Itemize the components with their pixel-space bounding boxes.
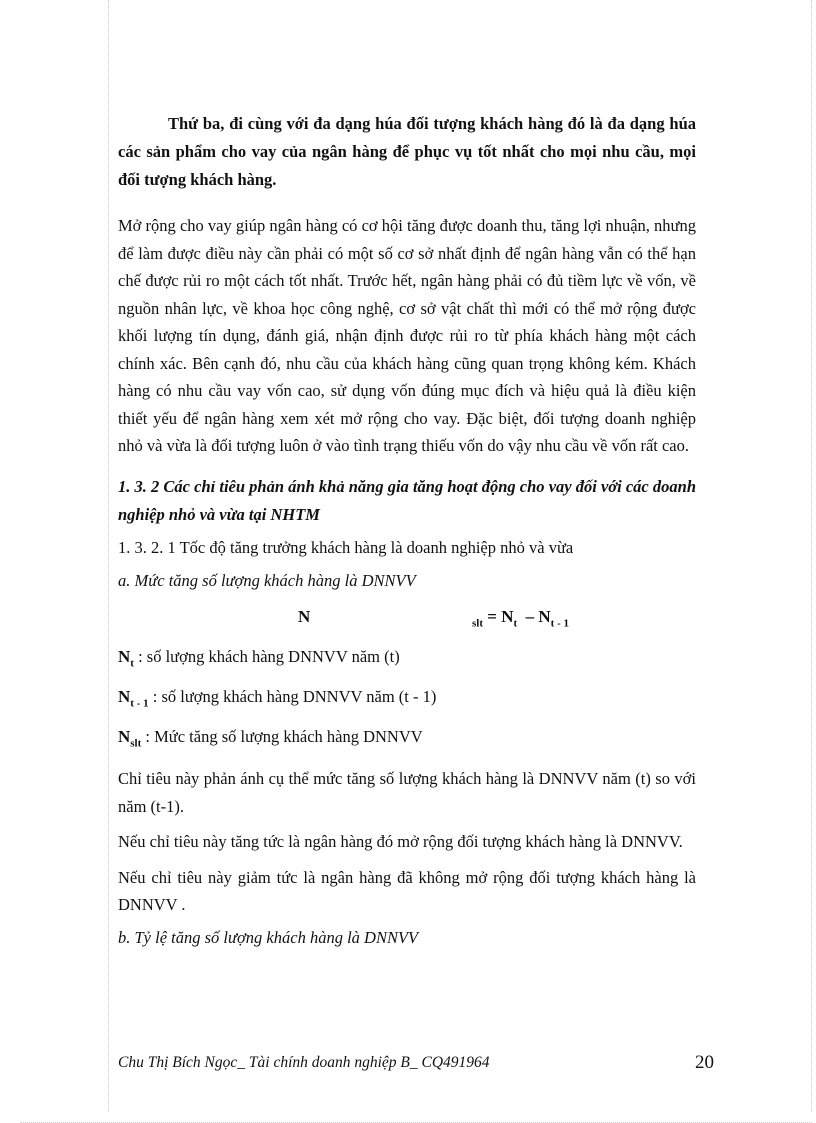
definition-text: : Mức tăng số lượng khách hàng DNNVV (141, 727, 423, 747)
meaning-paragraph: Chỉ tiêu này phản ánh cụ thể mức tăng số lượng khách hàng là DNNVV năm (t) so với năm (t-1). (118, 769, 696, 816)
page-footer (118, 1052, 714, 1078)
definition-text: : số lượng khách hàng DNNVV năm (t) (133, 646, 400, 666)
footer-author: Chu Thị Bích Ngọc_ Tài chính doanh nghiệp B_ CQ491964 (118, 1054, 490, 1071)
definition-nt-1 (118, 683, 696, 717)
formula-equals: = (483, 606, 502, 626)
formula-minus: – (517, 606, 539, 626)
formula-sub-t1: t - 1 (550, 616, 569, 629)
decrease-paragraph: Nếu chỉ tiêu này giảm tức là ngân hàng đã không mở rộng đối tượng khách hàng là DNNVV . (118, 867, 696, 915)
definition-subscript: slt (130, 737, 142, 750)
definition-nslt (118, 723, 696, 757)
formula-nt1: N (538, 606, 551, 626)
formula-sub-t: t (513, 616, 518, 629)
document-body (118, 110, 696, 952)
formula-rhs (472, 607, 569, 629)
formula-lhs: N (298, 606, 311, 626)
lending-paragraph: Mở rộng cho vay giúp ngân hàng có cơ hội tăng được doanh thu, tăng lợi nhuận, nhưng để làm được điều này cần phải có một số cơ sở nhất định để ngân hàng vẫn có thể hạn chế được rủi ro một cách tốt nhất. Trước hết, ngân hàng phải có đủ tiềm lực về vốn, về nguồn nhân lực, về khoa học công nghệ, cơ sở vật chất thì mới có thể mở rộng được khối lượng tín dụng, đánh giá, nhận định được rủi ro từ phía khách hàng một cách chính xác. Bên cạnh đó, nhu cầu của khách hàng cũng quan trọng không kém. Khách hàng có nhu cầu vay vốn cao, sử dụng vốn đúng mục đích và hiệu quả là điều kiện thiết yếu để ngân hàng xem xét mở rộng cho vay. Đặc biệt, đối tượng doanh nghiệp nhỏ và vừa là đối tượng luôn ở vào tình trạng thiếu vốn do vậy nhu cầu về vốn rất cao. (118, 216, 696, 455)
formula-nslt (118, 601, 696, 637)
page-number: 20 (695, 1052, 714, 1073)
definition-text: : số lượng khách hàng DNNVV năm (t - 1) (148, 686, 437, 706)
item-b-title: b. Tỷ lệ tăng số lượng khách hàng là DNNVV (118, 927, 419, 947)
definition-subscript: t - 1 (130, 697, 149, 710)
formula-nt: N (501, 606, 514, 626)
intro-paragraph: Thứ ba, đi cùng với đa dạng húa đối tượng khách hàng đó là đa dạng húa các sản phẩm cho vay của ngân hàng để phục vụ tốt nhất cho mọi nhu cầu, mọi đối tượng khách hàng. (118, 114, 696, 189)
subsection-title: 1. 3. 2. 1 Tốc độ tăng trưởng khách hàng là doanh nghiệp nhỏ và vừa (118, 537, 574, 557)
formula-sub-slt: slt (472, 616, 483, 629)
definition-symbol: N (118, 686, 131, 706)
definition-symbol: N (118, 646, 131, 666)
definition-nt (118, 643, 696, 677)
increase-paragraph: Nếu chỉ tiêu này tăng tức là ngân hàng đó mở rộng đối tượng khách hàng là DNNVV. (118, 832, 683, 852)
definition-subscript: t (130, 656, 134, 669)
section-heading: 1. 3. 2 Các chỉ tiêu phản ánh khả năng gia tăng hoạt động cho vay đối với các doanh nghiệp nhỏ và vừa tại NHTM (118, 476, 696, 524)
item-a-title: a. Mức tăng số lượng khách hàng là DNNVV (118, 570, 416, 590)
definition-symbol: N (118, 727, 131, 747)
